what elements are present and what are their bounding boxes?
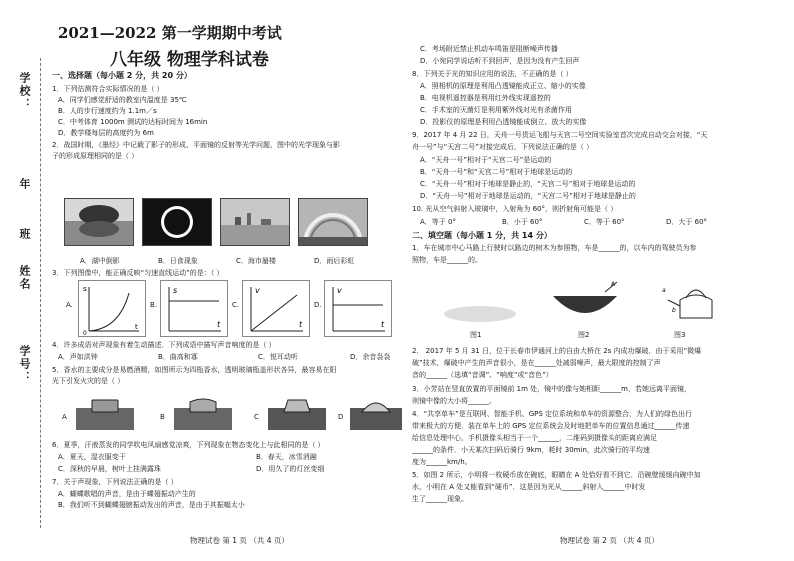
- side-label-name: 姓名: [18, 265, 31, 291]
- question-stem: 6．夏季，汗液蒸发的同学吹电风扇感觉凉爽，下列现象在物态变化上与此相同的是（ ）: [52, 441, 325, 449]
- exam-title: 2021—2022 第一学期期中考试: [58, 24, 282, 42]
- option: D: [338, 413, 344, 421]
- graph-v-t-diagonal: [242, 280, 310, 337]
- photo-caption: D．雨后彩虹: [314, 257, 355, 265]
- question-stem: 5．香水的主要成分是易燃酒精，如图所示为四瓶香水，透明玻璃瓶盖形状各异，最容易在阳: [52, 366, 337, 374]
- option: C．中考体育 1000m 测试的达标时间为 16min: [58, 118, 208, 126]
- fill-question: 3．小芳站在竖直放置的平面镜前 1m 处，镜中的像与她相距______m，若她远离平面镜，: [412, 385, 691, 393]
- fill-question: 水，小明在 A 处又能看到“硬币”．这是因为光从______斜射入______中时发: [412, 483, 646, 491]
- graph-label: A.: [66, 301, 73, 309]
- svg-text:v: v: [337, 286, 342, 295]
- option: B．电视机遥控器是利用红外线实现遥控的: [420, 94, 551, 102]
- option: C．考场附近禁止机动车鸣笛是阻断噪声传播: [420, 45, 558, 53]
- perfume-bottle-b: [172, 394, 234, 432]
- section-heading: 一、选择题（每小题 2 分，共 20 分）: [52, 71, 192, 80]
- option: A．蝴蝶歌唱的声音，是由于蝶翅振动产生的: [58, 490, 196, 498]
- graph-label: D.: [314, 301, 322, 309]
- option: C．等于 60°: [584, 218, 625, 226]
- option: C: [254, 413, 259, 421]
- option: D．大于 60°: [666, 218, 708, 226]
- svg-text:a: a: [662, 287, 666, 294]
- question-stem: 2．战国时期，《墨经》中记载了影子的形成、平面镜的反射等光学问题，图中的光学现象与影: [52, 141, 340, 149]
- graph-label: C.: [232, 301, 240, 309]
- option: A．同学们感觉舒适的教室内温度是 35℃: [58, 96, 187, 104]
- option: B: [160, 413, 165, 421]
- option: C．“天舟一号”相对于地球是静止的，“天宫二号”相对于地球是运动的: [420, 180, 636, 188]
- graph-s-t-horizontal: [160, 280, 228, 337]
- perfume-bottle-c: [266, 394, 328, 432]
- option: B．春天，冰雪消融: [256, 453, 317, 461]
- svg-text:A: A: [611, 281, 616, 288]
- side-label-student-id: 学号：: [18, 345, 31, 384]
- svg-text:t: t: [381, 320, 385, 329]
- fill-question: 照物，车是______的。: [412, 256, 482, 264]
- fill-question: 则镜中像的大小将______。: [412, 397, 496, 405]
- lake-reflection-photo: [64, 198, 134, 246]
- option: D．投影仪的原理是利用凸透镜能成倒立、放大的实像: [420, 118, 587, 126]
- page-footer: 物理试卷 第 1 页 （共 4 页）: [190, 536, 289, 545]
- figure-2-coin-bowl: [545, 278, 625, 326]
- option: C．悦耳动听: [258, 353, 298, 361]
- option: B．曲高和寡: [158, 353, 198, 361]
- figure-label: 图3: [674, 331, 686, 339]
- fill-question: 度为______km/h。: [412, 458, 472, 466]
- question-stem: 1．下列估测符合实际情况的是（ ）: [52, 85, 164, 93]
- option: C．手术室的灭菌灯是利用紫外线对光有杀菌作用: [420, 106, 572, 114]
- option: B．“天舟一号”和“天宫二号”相对于地球是运动的: [420, 168, 573, 176]
- question-stem: 10. 光从空气斜射入玻璃中，入射角为 60°，则折射角可能是（ ）: [412, 205, 618, 213]
- figure-label: 图2: [578, 331, 590, 339]
- perfume-bottle-d: [348, 394, 404, 432]
- fill-question: 5．如图 2 所示，小明将一枚硬币放在碗底，眼睛在 A 处恰好看不到它．沿碗壁缓缓向碗中加: [412, 471, 701, 479]
- option: D．“天舟一号”相对于地球是运动的，“天宫二号”相对于地球是静止的: [420, 192, 636, 200]
- question-stem: 7．关于声现象，下列说法正确的是（ ）: [52, 478, 178, 486]
- question-stem: 子的形成原理相同的是（ ）: [52, 152, 139, 160]
- question-stem: 3．下列图像中，能正确反映“匀速直线运动”的是：（ ）: [52, 269, 224, 277]
- fill-question: 1．车在城市中心马路上行驶时以路边的树木为参照物，车是______的，以车内的驾驶员为参: [412, 244, 697, 252]
- option: A．“天舟一号”相对于“天宫二号”是运动的: [420, 156, 552, 164]
- fill-question: 2． 2017 年 5 月 31 日，位于长春市伊通河上的自由大桥在 2s 内成功爆破．由于采用“微爆: [412, 347, 702, 355]
- svg-text:b: b: [672, 307, 676, 314]
- photo-caption: C．海市蜃楼: [236, 257, 276, 265]
- fill-question: 4．“共享单车”是互联网、智能手机、GPS 定位系统和单车的资源整合，为人们的绿色出行: [412, 410, 693, 418]
- svg-text:s: s: [83, 285, 87, 293]
- mirage-photo: [220, 198, 290, 246]
- fill-question: 生了______现象。: [412, 495, 468, 503]
- question-stem: 4．许多成语对声现象有着生动描述．下列成语中描写声音响度的是（ ）: [52, 341, 276, 349]
- question-stem: 8．下列关于光的知识应用的说法，不正确的是（ ）: [412, 70, 573, 78]
- svg-text:t: t: [135, 323, 138, 331]
- option: D．余音袅袅: [350, 353, 391, 361]
- svg-text:t: t: [299, 320, 303, 329]
- solar-eclipse-photo: [142, 198, 212, 246]
- fill-question: 带来极大的方便．装在单车上的 GPS 定位系统会及时地把单车的位置信息通过______传递: [412, 422, 690, 430]
- question-stem: 光下引发火灾的是（ ）: [52, 377, 125, 385]
- option: D．小宛同学说话听不到回声，是因为没有产生回声: [420, 57, 580, 65]
- section-heading: 二、填空题（每小题 1 分，共 14 分）: [412, 231, 552, 240]
- question-stem: 舟一号”与“天宫二号”对接完成后，下列说法正确的是（ ）: [412, 143, 594, 151]
- question-stem: 9．2017 年 4 月 22 日，天舟一号货运飞船与天宫二号空间实验室首次完成自动交会对接，“天: [412, 131, 708, 139]
- binding-line: [40, 58, 41, 528]
- option: A．声如洪钟: [58, 353, 98, 361]
- figure-3-kettle: [660, 278, 720, 326]
- option: B．小于 60°: [502, 218, 543, 226]
- rainbow-photo: [298, 198, 368, 246]
- side-label-grade: 年: [18, 178, 31, 191]
- figure-1-bridge-trees: [440, 278, 520, 326]
- fill-question: 音的______（选填“音调”、“响度”或“音色”）: [412, 371, 553, 379]
- option: C．深秋的早晨，树叶上挂满露珠: [58, 465, 161, 473]
- fill-question: ______的条件．小天某次扫码后骑行 9km，耗时 30min，此次骑行的平均速: [412, 446, 650, 454]
- exam-subtitle: 八年级 物理学科试卷: [110, 50, 269, 70]
- option: A．夏天，湿衣服变干: [58, 453, 126, 461]
- photo-caption: B．日食现象: [158, 257, 198, 265]
- option: A: [62, 413, 67, 421]
- page-footer: 物理试卷 第 2 页 （共 4 页）: [560, 536, 659, 545]
- svg-text:0: 0: [83, 330, 87, 337]
- fill-question: 破”技术，爆破中产生的声音很小，是在______处减弱噪声，最大限度的控制了声: [412, 359, 661, 367]
- side-label-school: 学校：: [18, 72, 31, 111]
- side-label-class: 班: [18, 228, 31, 241]
- fill-question: 给信息处理中心，手机摄像头相当于一个______，二维码到摄像头的距离应满足: [412, 434, 657, 442]
- graph-label: B.: [150, 301, 158, 309]
- svg-text:s: s: [173, 286, 178, 295]
- option: D．教学楼每层的高度约为 6m: [58, 129, 154, 137]
- perfume-bottle-a: [74, 394, 136, 432]
- svg-text:v: v: [255, 286, 260, 295]
- option: B．人的步行速度约为 1.1m／s: [58, 107, 157, 115]
- graph-s-t-curve: [78, 280, 146, 337]
- photo-caption: A．湖中倒影: [80, 257, 120, 265]
- svg-text:t: t: [217, 320, 221, 329]
- graph-v-t-horizontal: [324, 280, 392, 337]
- option: A．等于 0°: [420, 218, 456, 226]
- option: B．我们听不到蝴蝶翅膀振动发出的声音，是由于其振幅太小: [58, 501, 245, 509]
- option: D．用久了的灯丝变细: [256, 465, 325, 473]
- figure-label: 图1: [470, 331, 482, 339]
- option: A．照相机的原理是利用凸透镜能成正立、缩小的实像: [420, 82, 586, 90]
